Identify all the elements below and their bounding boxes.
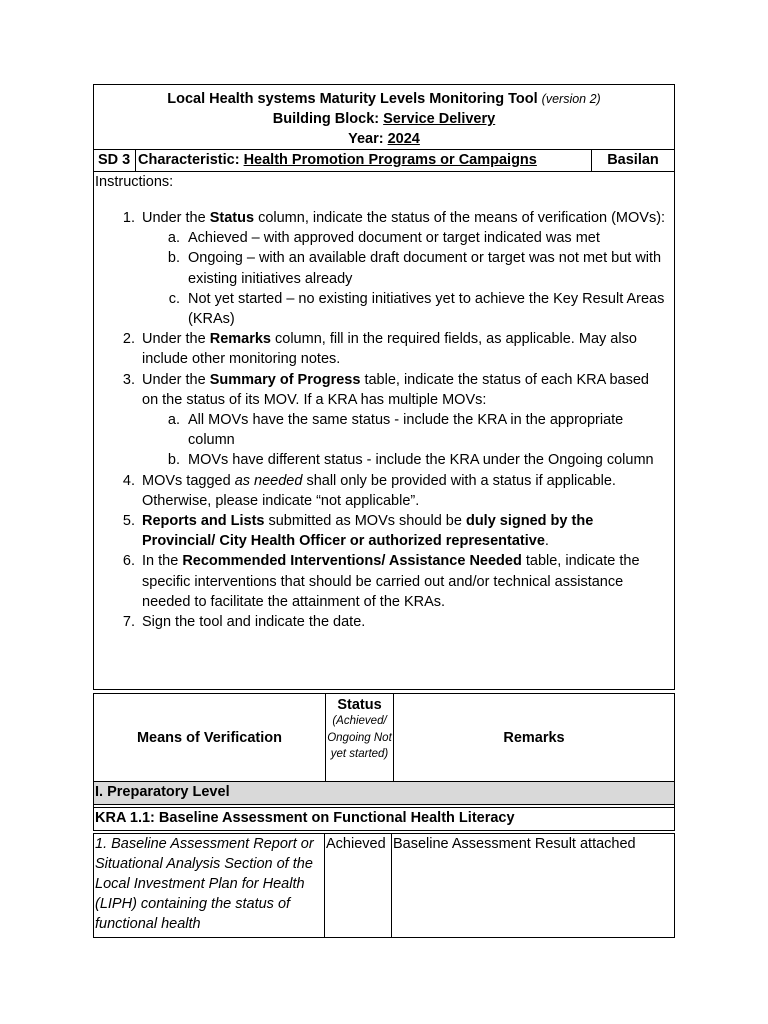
instruction-text-part: Reports and Lists [142, 513, 265, 530]
instruction-subitem [95, 450, 674, 470]
subitem-letter: c. [168, 290, 180, 307]
subitem-text: Not yet started – no existing initiatives yet to achieve the Key Result Areas (KRAs) [188, 290, 665, 328]
instruction-item [95, 370, 674, 410]
instruction-subitem [95, 289, 674, 329]
instruction-text-part: MOVs tagged [142, 472, 235, 489]
instruction-text-part: . [544, 533, 549, 550]
instruction-text-part: Summary of Progress [209, 371, 361, 388]
instruction-text-part: Recommended Interventions/ Assistance Needed [182, 553, 522, 570]
instruction-number: 2. [122, 331, 135, 348]
subitem-text: MOVs have different status - include the KRA under the Ongoing column [188, 452, 654, 469]
instruction-text-part: Sign the tool and indicate the date. [142, 614, 366, 631]
tool-title-line [94, 89, 674, 109]
table-header-row [93, 693, 675, 781]
instruction-item [95, 511, 674, 551]
mov-cell: 1. Baseline Assessment Report or Situational Analysis Section of the Local Investment Plan for Health (LIPH) containing the status of functional health [94, 834, 325, 937]
subitem-letter: b. [167, 452, 180, 469]
characteristic-value: Health Promotion Programs or Campaigns [243, 152, 537, 168]
instruction-text-part: Under the [142, 331, 210, 348]
characteristic-row [93, 150, 675, 172]
table-row [93, 833, 675, 938]
instruction-text [142, 612, 674, 632]
instruction-number: 3. [122, 371, 135, 388]
table-body [93, 781, 675, 831]
sd-code: SD 3 [94, 150, 136, 171]
instruction-subitem [95, 228, 674, 248]
instruction-number: 4. [122, 472, 135, 489]
subitem-text: All MOVs have the same status - include the KRA in the appropriate column [188, 412, 624, 449]
instruction-text [142, 329, 674, 369]
instruction-text-part: column, fill in the required fields, as applicable. May also include other monitoring notes. [142, 331, 637, 368]
status-header-label: Status [337, 697, 382, 713]
instruction-item [95, 329, 674, 369]
instruction-number: 1. [122, 210, 135, 226]
instructions-section [93, 172, 675, 690]
instruction-subitem [95, 248, 674, 288]
location-cell: Basilan [607, 152, 659, 168]
subitem-letter: a. [167, 412, 180, 429]
instruction-text-part: Under the [142, 210, 210, 226]
instruction-text-part: Status [209, 210, 255, 226]
instruction-text-part: duly signed by the Provincial/ City Health Officer or authorized representative [142, 513, 594, 550]
kra-heading: KRA 1.1: Baseline Assessment on Functional Health Literacy [94, 807, 674, 831]
instruction-text [142, 551, 674, 612]
instruction-text [142, 208, 674, 228]
instructions-title: Instructions: [95, 174, 174, 190]
characteristic-label: Characteristic: [138, 152, 244, 168]
instruction-item [95, 551, 674, 612]
instruction-text-part: submitted as MOVs should be [264, 513, 466, 530]
col-header-status [326, 694, 394, 781]
document-page [93, 84, 675, 938]
building-block-value: Service Delivery [383, 111, 496, 127]
instruction-item [95, 612, 674, 632]
instruction-number: 6. [122, 553, 135, 570]
year-line [94, 129, 674, 149]
instruction-number: 5. [122, 513, 135, 530]
instruction-text-part: column, indicate the status of the means of verification (MOVs): [254, 210, 666, 226]
instruction-text-part: Under the [142, 371, 210, 388]
instructions-list [95, 208, 674, 632]
col-header-remarks: Remarks [503, 729, 565, 746]
instruction-text [142, 511, 674, 551]
status-header-options: (Achieved/ Ongoing Not yet started) [327, 715, 392, 760]
instruction-text-part: table, indicate the specific interventions that should be carried out and/or technical assistance needed to facilitate the attainment of the KRAs. [142, 553, 640, 610]
mov-table [93, 693, 675, 938]
instruction-number: 7. [122, 614, 135, 631]
instruction-item [95, 208, 674, 228]
instruction-item [95, 471, 674, 511]
status-cell[interactable]: Achieved [325, 834, 392, 937]
building-block-line [94, 109, 674, 129]
col-header-mov: Means of Verification [94, 694, 326, 781]
instruction-text-part: In the [142, 553, 183, 570]
year-label: Year: [348, 131, 388, 147]
instruction-text-part: table, indicate the status of each KRA based on the status of its MOV. If a KRA has multiple MOVs: [142, 371, 649, 408]
remarks-cell[interactable]: Baseline Assessment Result attached [393, 836, 636, 852]
tool-version: (version 2) [541, 92, 601, 106]
characteristic-cell [136, 150, 592, 171]
tool-title: Local Health systems Maturity Levels Monitoring Tool [167, 91, 538, 107]
subitem-letter: b. [167, 250, 180, 267]
level-heading: I. Preparatory Level [94, 781, 674, 805]
instruction-text-part: shall only be provided with a status if applicable. Otherwise, please indicate “not applicable”. [142, 472, 616, 509]
instruction-text [142, 370, 674, 410]
instruction-text-part: Remarks [209, 331, 271, 348]
year-value: 2024 [387, 131, 420, 147]
instruction-text-part: as needed [234, 472, 303, 489]
instruction-text [142, 471, 674, 511]
subitem-letter: a. [167, 230, 180, 247]
document-header [93, 84, 675, 150]
subitem-text: Achieved – with approved document or target indicated was met [188, 230, 600, 247]
building-block-label: Building Block: [272, 111, 384, 127]
subitem-text: Ongoing – with an available draft document or target was not met but with existing initiatives already [188, 250, 662, 287]
instruction-subitem [95, 410, 674, 450]
